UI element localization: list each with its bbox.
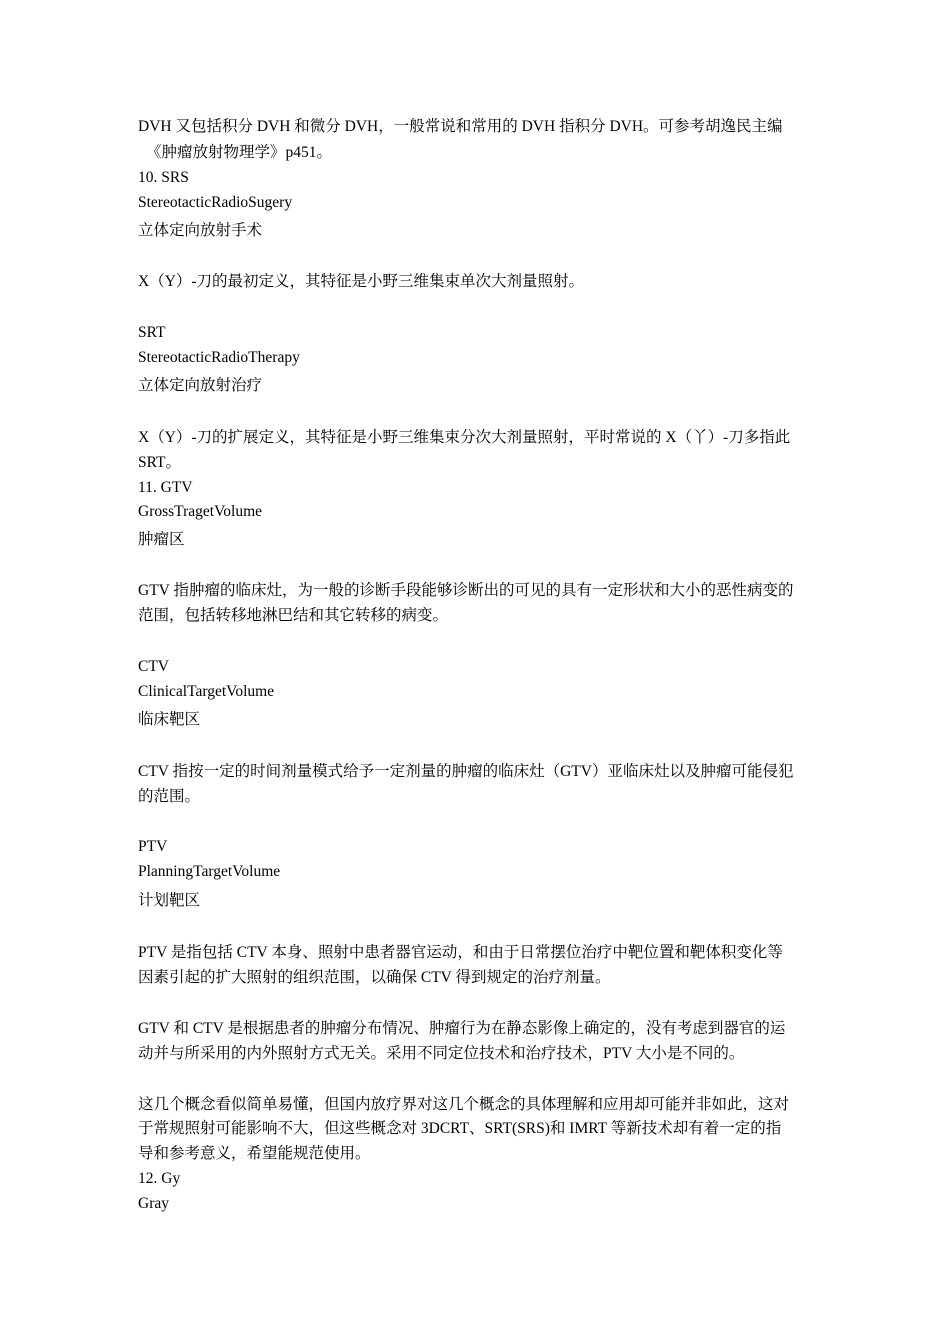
text-line: 于常规照射可能影响不大，但这些概念对 3DCRT、SRT(SRS)和 IMRT 等新技术却有着一定的指 (138, 1120, 782, 1137)
term-chinese: 肿瘤区 (138, 531, 185, 548)
term-chinese: 计划靶区 (138, 892, 201, 909)
section-heading: 11. GTV (138, 479, 193, 496)
term-abbreviation: CTV (138, 658, 169, 675)
text-line: 导和参考意义，希望能规范使用。 (138, 1145, 371, 1162)
term-english: ClinicalTargetVolume (138, 683, 275, 700)
term-english: GrossTragetVolume (138, 503, 263, 520)
section-heading: 12. Gy (138, 1170, 181, 1187)
text-line: 动并与所采用的内外照射方式无关。采用不同定位技术和治疗技术，PTV 大小是不同的。 (138, 1045, 745, 1062)
text-line: GTV 指肿瘤的临床灶，为一般的诊断手段能够诊断出的可见的具有一定形状和大小的恶性病变的 (138, 582, 794, 599)
text-line: CTV 指按一定的时间剂量模式给予一定剂量的肿瘤的临床灶（GTV）亚临床灶以及肿瘤可能侵犯 (138, 763, 794, 780)
text-line: 的范围。 (138, 788, 201, 805)
text-line: 《肿瘤放射物理学》p451。 (146, 144, 333, 161)
term-chinese: 临床靶区 (138, 711, 201, 728)
term-english: StereotacticRadioTherapy (138, 349, 300, 366)
text-line: DVH 又包括积分 DVH 和微分 DVH，一般常说和常用的 DVH 指积分 DVH。可参考胡逸民主编 (138, 118, 783, 135)
text-line: 范围，包括转移地淋巴结和其它转移的病变。 (138, 607, 449, 624)
text-line: 因素引起的扩大照射的组织范围，以确保 CTV 得到规定的治疗剂量。 (138, 969, 611, 986)
term-chinese: 立体定向放射手术 (138, 222, 263, 239)
term-abbreviation: SRT (138, 324, 166, 341)
term-english: StereotacticRadioSugery (138, 194, 293, 211)
text-line: 这几个概念看似简单易懂，但国内放疗界对这几个概念的具体理解和应用却可能并非如此，这对 (138, 1096, 790, 1113)
term-english: PlanningTargetVolume (138, 863, 281, 880)
text-line: PTV 是指包括 CTV 本身、照射中患者器官运动，和由于日常摆位治疗中靶位置和靶体积变化等 (138, 944, 783, 961)
term-chinese: 立体定向放射治疗 (138, 377, 263, 394)
text-line: X（Y）-刀的扩展定义，其特征是小野三维集束分次大剂量照射，平时常说的 X（丫）-刀多指此 (138, 429, 791, 446)
text-line: X（Y）-刀的最初定义，其特征是小野三维集束单次大剂量照射。 (138, 273, 585, 290)
term-abbreviation: PTV (138, 838, 168, 855)
text-line: SRT。 (138, 454, 181, 471)
section-heading: 10. SRS (138, 169, 189, 186)
term-english: Gray (138, 1195, 169, 1212)
text-line: GTV 和 CTV 是根据患者的肿瘤分布情况、肿瘤行为在静态影像上确定的，没有考虑到器官的运 (138, 1020, 786, 1037)
